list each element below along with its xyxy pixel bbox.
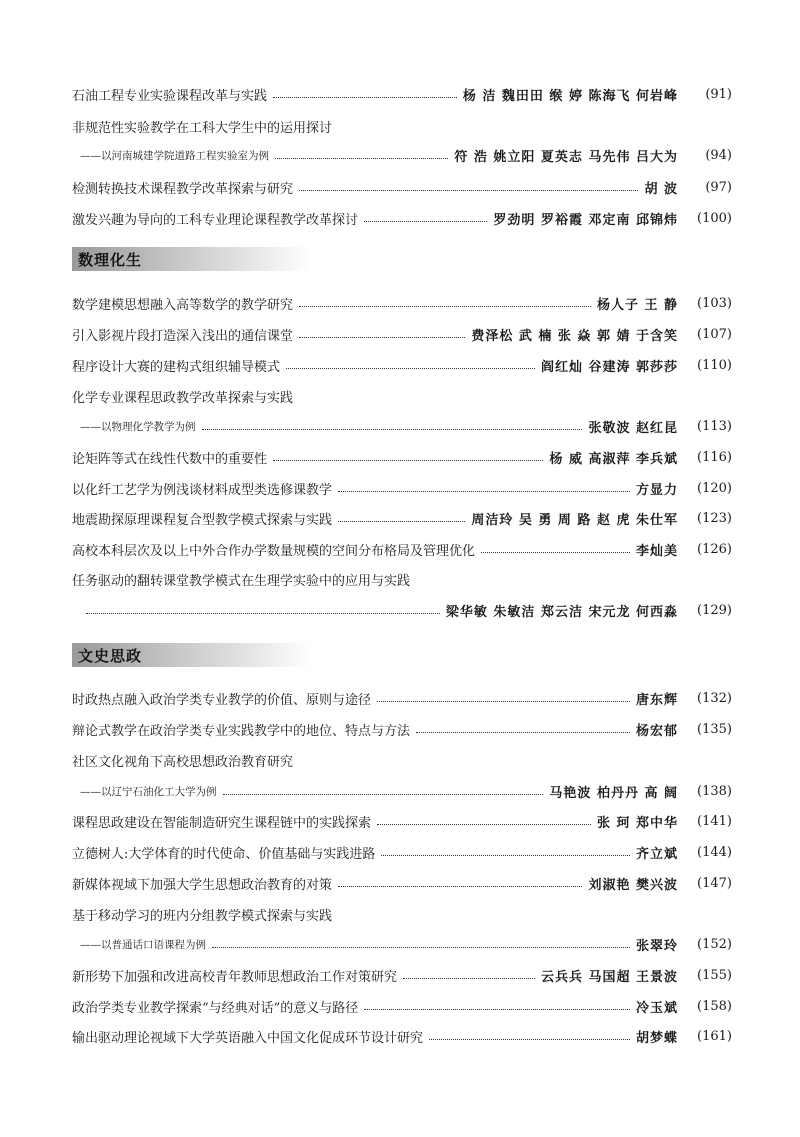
entry-title: 基于移动学习的班内分组教学模式探索与实践 bbox=[72, 908, 333, 924]
dot-leader bbox=[275, 158, 448, 159]
entry-authors: 张翠玲 bbox=[635, 938, 678, 954]
entry-title: 论矩阵等式在线性代数中的重要性 bbox=[72, 451, 268, 467]
entry-title: 新形势下加强和改进高校青年教师思想政治工作对策研究 bbox=[72, 969, 398, 985]
toc-entry[interactable] bbox=[72, 323, 732, 345]
entry-page-number: (103) bbox=[697, 295, 732, 311]
entry-title: 激发兴趣为导向的工科专业理论课程教学改革探讨 bbox=[72, 212, 359, 228]
dot-leader bbox=[299, 306, 591, 307]
section-title: 数理化生 bbox=[78, 250, 143, 269]
entry-page-number: (91) bbox=[705, 86, 732, 102]
toc-entry[interactable] bbox=[72, 446, 732, 468]
entry-page-number: (147) bbox=[697, 875, 732, 891]
entry-authors: 罗劲明 罗裕霞 邓定南 邱锦炜 bbox=[493, 212, 678, 228]
dot-leader bbox=[377, 824, 591, 825]
dot-leader bbox=[381, 855, 630, 856]
entry-title: 以化纤工艺学为例浅谈材料成型类选修课教学 bbox=[72, 482, 333, 498]
dot-leader bbox=[481, 552, 630, 553]
dot-leader bbox=[403, 978, 535, 979]
toc-title-line bbox=[72, 568, 732, 590]
toc-entry[interactable] bbox=[72, 599, 732, 621]
toc-entry[interactable] bbox=[72, 415, 732, 437]
entry-title: 检测转换技术课程教学改革探索与研究 bbox=[72, 181, 294, 197]
entry-authors: 周洁玲 吴 勇 周 路 赵 虎 朱仕军 bbox=[471, 512, 678, 528]
entry-title: 立德树人:大学体育的时代使命、价值基础与实践进路 bbox=[72, 846, 376, 862]
toc-entry[interactable] bbox=[72, 507, 732, 529]
entry-title: 课程思政建设在智能制造研究生课程链中的实践探索 bbox=[72, 815, 372, 831]
entry-authors: 冷玉斌 bbox=[635, 1000, 678, 1016]
dot-leader bbox=[202, 429, 583, 430]
dot-leader bbox=[286, 368, 535, 369]
dot-leader bbox=[86, 613, 440, 614]
toc-entry[interactable] bbox=[72, 780, 732, 802]
toc-entry[interactable] bbox=[72, 841, 732, 863]
dot-leader bbox=[364, 1009, 630, 1010]
entry-authors: 张敬波 赵红昆 bbox=[588, 420, 678, 436]
entry-title: 辩论式教学在政治学类专业实践教学中的地位、特点与方法 bbox=[72, 723, 411, 739]
entry-subtitle: ——以河南城建学院道路工程实验室为例 bbox=[80, 149, 269, 162]
toc-entry[interactable] bbox=[72, 144, 732, 166]
entry-title: 数学建模思想融入高等数学的教学研究 bbox=[72, 297, 294, 313]
entry-authors: 云兵兵 马国超 王景波 bbox=[540, 969, 678, 985]
entry-page-number: (129) bbox=[697, 602, 732, 618]
entry-page-number: (110) bbox=[697, 357, 732, 373]
entry-page-number: (144) bbox=[697, 844, 732, 860]
entry-subtitle: ——以物理化学教学为例 bbox=[80, 420, 196, 433]
dot-leader bbox=[338, 521, 465, 522]
dot-leader bbox=[273, 460, 543, 461]
entry-title: 高校本科层次及以上中外合作办学数量规模的空间分布格局及管理优化 bbox=[72, 543, 476, 559]
entry-authors: 阎红灿 谷建涛 郭莎莎 bbox=[540, 359, 678, 375]
entry-page-number: (155) bbox=[697, 967, 732, 983]
dot-leader bbox=[364, 221, 487, 222]
toc-entry[interactable] bbox=[72, 687, 732, 709]
toc-entry[interactable] bbox=[72, 292, 732, 314]
entry-authors: 胡梦蝶 bbox=[635, 1030, 678, 1046]
dot-leader bbox=[299, 190, 638, 191]
entry-title: 引入影视片段打造深入浅出的通信课堂 bbox=[72, 328, 294, 344]
toc-entry[interactable] bbox=[72, 933, 732, 955]
entry-authors: 梁华敏 朱敏洁 郑云洁 宋元龙 何西淼 bbox=[445, 604, 678, 620]
toc-entry[interactable] bbox=[72, 207, 732, 229]
entry-page-number: (113) bbox=[697, 418, 732, 434]
entry-authors: 张 珂 郑中华 bbox=[596, 815, 678, 831]
entry-title: 输出驱动理论视域下大学英语融入中国文化促成环节设计研究 bbox=[72, 1030, 424, 1046]
entry-title: 石油工程专业实验课程改革与实践 bbox=[72, 88, 268, 104]
section-header bbox=[72, 247, 312, 271]
entry-title: 程序设计大赛的建构式组织辅导模式 bbox=[72, 359, 281, 375]
entry-subtitle: ——以辽宁石油化工大学为例 bbox=[80, 785, 217, 798]
toc-title-line bbox=[72, 903, 732, 925]
toc-entry[interactable] bbox=[72, 964, 732, 986]
toc-entry[interactable] bbox=[72, 810, 732, 832]
dot-leader bbox=[416, 732, 630, 733]
entry-authors: 方显力 bbox=[635, 482, 678, 498]
dot-leader bbox=[212, 947, 630, 948]
entry-authors: 马艳波 柏丹丹 高 阔 bbox=[549, 785, 678, 801]
entry-page-number: (138) bbox=[697, 783, 732, 799]
dot-leader bbox=[223, 794, 544, 795]
toc-entry[interactable] bbox=[72, 354, 732, 376]
entry-title: 地震勘探原理课程复合型教学模式探索与实践 bbox=[72, 512, 333, 528]
entry-subtitle: ——以普通话口语课程为例 bbox=[80, 938, 206, 951]
entry-page-number: (120) bbox=[697, 480, 732, 496]
entry-authors: 杨宏郁 bbox=[635, 723, 678, 739]
dot-leader bbox=[273, 97, 457, 98]
entry-page-number: (135) bbox=[697, 721, 732, 737]
entry-authors: 胡 波 bbox=[644, 181, 678, 197]
entry-page-number: (116) bbox=[697, 449, 732, 465]
entry-authors: 杨 威 高淑萍 李兵斌 bbox=[549, 451, 678, 467]
entry-title: 非规范性实验教学在工科大学生中的运用探讨 bbox=[72, 120, 333, 136]
entry-authors: 李灿美 bbox=[635, 543, 678, 559]
dot-leader bbox=[338, 886, 582, 887]
entry-authors: 费泽松 武 楠 张 焱 郭 婧 于含笑 bbox=[471, 328, 678, 344]
entry-title: 时政热点融入政治学类专业教学的价值、原则与途径 bbox=[72, 692, 372, 708]
dot-leader bbox=[377, 701, 630, 702]
section-title: 文史思政 bbox=[78, 646, 143, 665]
entry-page-number: (152) bbox=[697, 936, 732, 952]
entry-authors: 杨人子 王 静 bbox=[596, 297, 678, 313]
entry-page-number: (141) bbox=[697, 813, 732, 829]
entry-page-number: (97) bbox=[705, 179, 732, 195]
entry-authors: 符 浩 姚立阳 夏英志 马先伟 吕大为 bbox=[454, 149, 678, 165]
entry-page-number: (123) bbox=[697, 510, 732, 526]
entry-authors: 杨 洁 魏田田 缑 婷 陈海飞 何岩峰 bbox=[462, 88, 678, 104]
entry-page-number: (132) bbox=[697, 690, 732, 706]
entry-page-number: (158) bbox=[697, 998, 732, 1014]
toc-entry[interactable] bbox=[72, 83, 732, 105]
entry-title: 化学专业课程思政教学改革探索与实践 bbox=[72, 390, 294, 406]
section-header bbox=[72, 643, 312, 667]
entry-title: 政治学类专业教学探索“与经典对话”的意义与路径 bbox=[72, 1000, 359, 1016]
toc-title-line bbox=[72, 385, 732, 407]
toc-title-line bbox=[72, 115, 732, 137]
toc-entry[interactable] bbox=[72, 477, 732, 499]
dot-leader bbox=[429, 1039, 630, 1040]
dot-leader bbox=[299, 337, 465, 338]
toc-entry[interactable] bbox=[72, 1025, 732, 1047]
entry-authors: 唐东辉 bbox=[635, 692, 678, 708]
toc-entry[interactable] bbox=[72, 872, 732, 894]
entry-title: 新媒体视域下加强大学生思想政治教育的对策 bbox=[72, 877, 333, 893]
entry-title: 社区文化视角下高校思想政治教育研究 bbox=[72, 754, 294, 770]
entry-page-number: (100) bbox=[697, 210, 732, 226]
toc-entry[interactable] bbox=[72, 718, 732, 740]
entry-authors: 刘淑艳 樊兴波 bbox=[588, 877, 678, 893]
toc-entry[interactable] bbox=[72, 538, 732, 560]
entry-page-number: (161) bbox=[697, 1028, 732, 1044]
entry-authors: 齐立斌 bbox=[635, 846, 678, 862]
dot-leader bbox=[338, 491, 630, 492]
toc-entry[interactable] bbox=[72, 176, 732, 198]
toc-title-line bbox=[72, 749, 732, 771]
toc-entry[interactable] bbox=[72, 995, 732, 1017]
entry-page-number: (94) bbox=[705, 147, 732, 163]
entry-page-number: (107) bbox=[697, 326, 732, 342]
entry-title: 任务驱动的翻转课堂教学模式在生理学实验中的应用与实践 bbox=[72, 573, 411, 589]
entry-page-number: (126) bbox=[697, 541, 732, 557]
